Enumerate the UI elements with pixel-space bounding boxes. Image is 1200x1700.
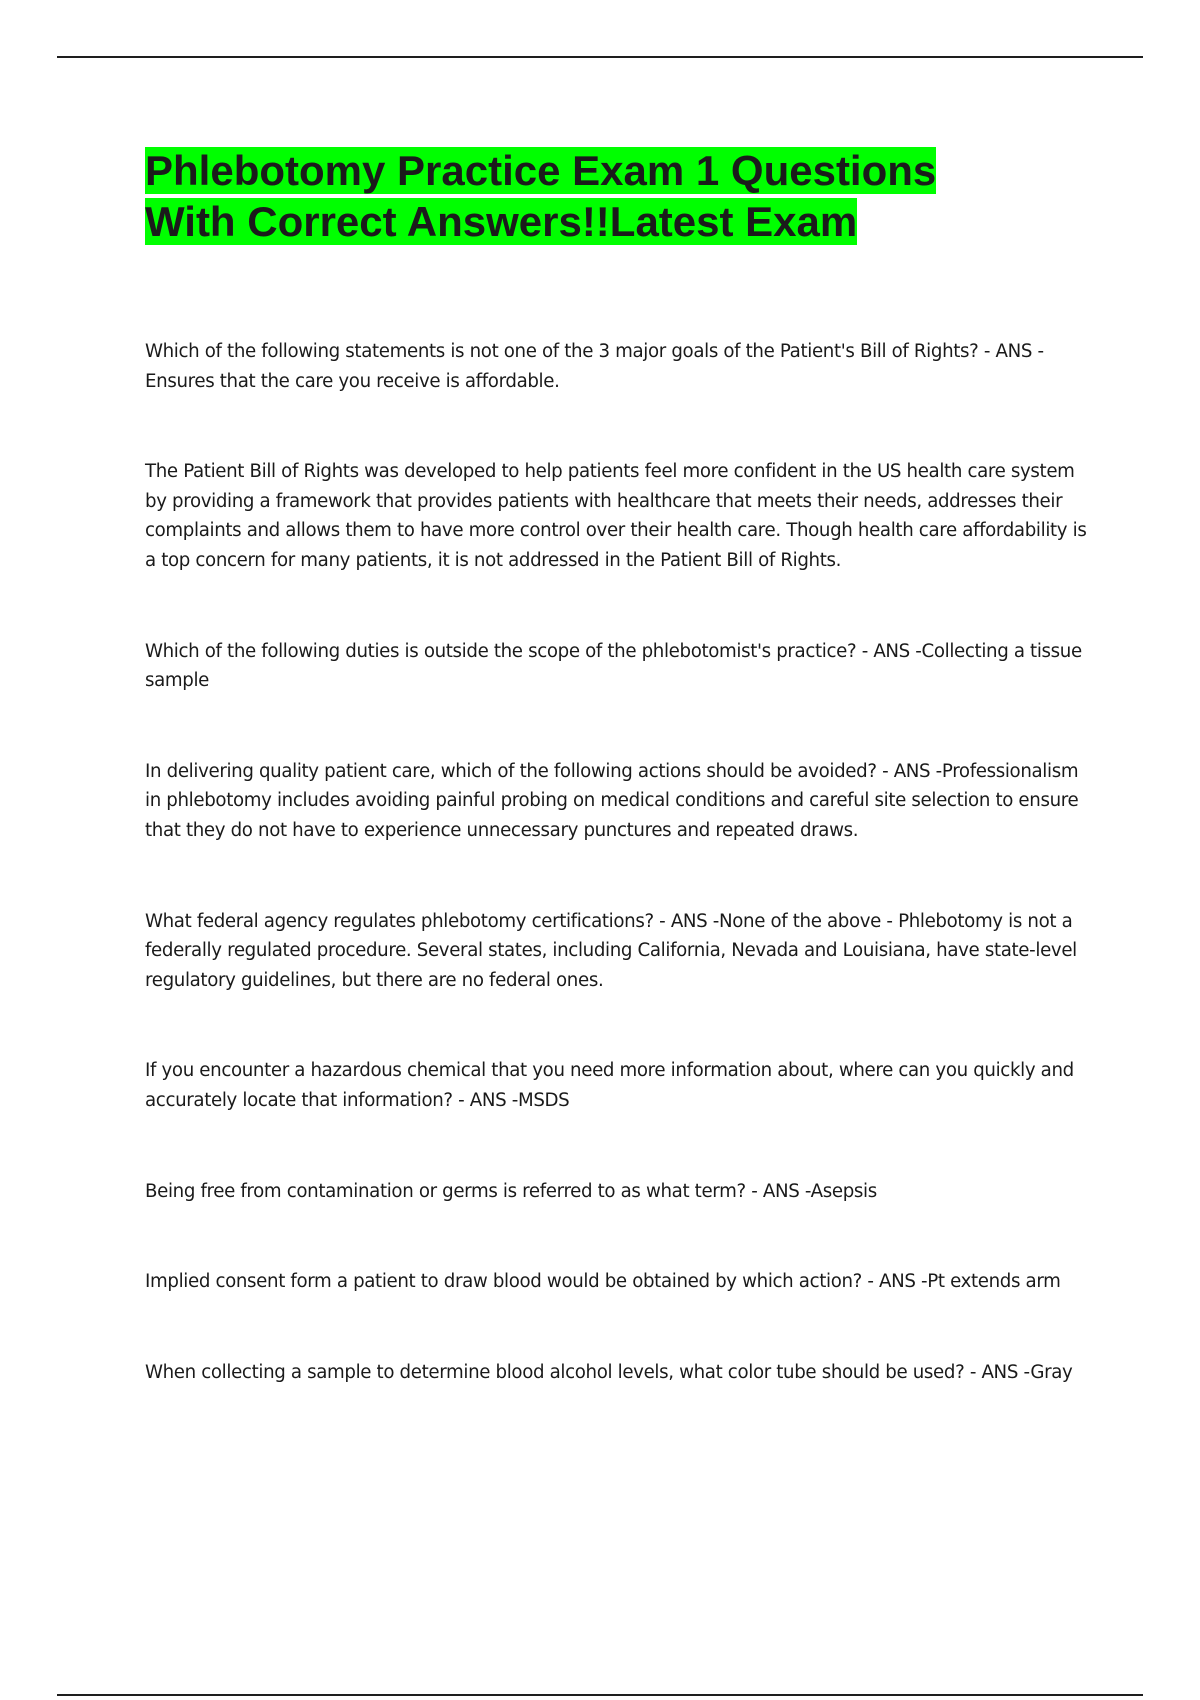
qa-entry: Which of the following duties is outside the scope of the phlebotomist's practice? - ANS -Collecting a tissue sample — [145, 640, 1082, 692]
title-line-1: Phlebotomy Practice Exam 1 Questions — [145, 147, 937, 194]
bottom-rule — [57, 1694, 1143, 1696]
document-title — [145, 145, 1045, 247]
qa-entry: Which of the following statements is not one of the 3 major goals of the Patient's Bill of Rights? - ANS -Ensures that the care you receive is affordable. — [145, 341, 1044, 392]
qa-entry: Implied consent form a patient to draw blood would be obtained by which action? - ANS -Pt extends arm — [145, 1271, 1061, 1293]
title-line-2: With Correct Answers!!Latest Exam — [145, 198, 858, 245]
qa-entry: The Patient Bill of Rights was developed to help patients feel more confident in the US health care system by providing a framework that provides patients with healthcare that meets their needs, addresses their complaints and allows them to have more control over their health care. Though health care affordability is a top concern for many patients, it is not addressed in the Patient Bill of Rights. — [145, 461, 1087, 571]
qa-entry: If you encounter a hazardous chemical that you need more information about, where can you quickly and accurately locate that information? - ANS -MSDS — [145, 1060, 1074, 1111]
qa-entry: Being free from contamination or germs is referred to as what term? - ANS -Asepsis — [145, 1180, 877, 1202]
qa-entry: When collecting a sample to determine blood alcohol levels, what color tube should be used? - ANS -Gray — [145, 1361, 1073, 1383]
top-rule — [57, 56, 1143, 58]
qa-entry: In delivering quality patient care, which of the following actions should be avoided? - ANS -Professionalism in phlebotomy includes avoiding painful probing on medical conditions and careful site selection to ensure that they do not have to experience unnecessary punctures and repeated draws. — [145, 760, 1079, 841]
title-highlight — [145, 147, 936, 245]
qa-list — [145, 337, 1090, 1448]
qa-entry: What federal agency regulates phlebotomy certifications? - ANS -None of the above - Phlebotomy is not a federally regulated procedure. Several states, including California, Nevada and Louisiana, have state-level regulatory guidelines, but there are no federal ones. — [145, 910, 1077, 991]
